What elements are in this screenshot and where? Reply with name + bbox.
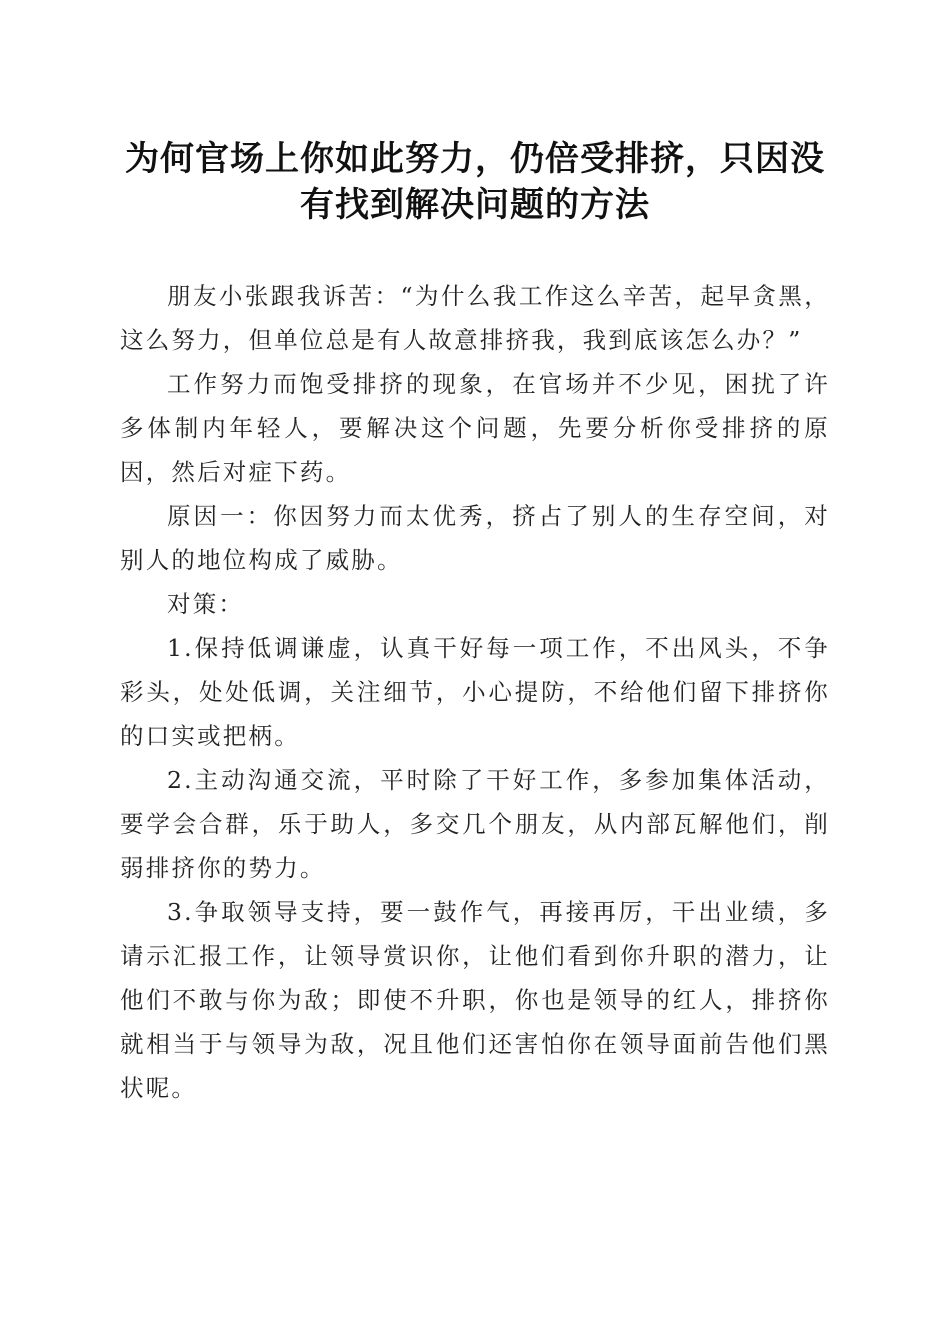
paragraph-countermeasure-3: 3.争取领导支持，要一鼓作气，再接再厉，干出业绩，多请示汇报工作，让领导赏识你，让他们看到你升职的潜力，让他们不敢与你为敌；即使不升职，你也是领导的红人，排挤你就相当于与领导为敌，况且他们还害怕你在领导面前告他们黑状呢。 bbox=[120, 898, 830, 1102]
paragraph-countermeasure-1: 1.保持低调谦虚，认真干好每一项工作，不出风头，不争彩头，处处低调，关注细节，小心提防，不给他们留下排挤你的口实或把柄。 bbox=[120, 634, 830, 750]
title-line-2: 有找到解决问题的方法 bbox=[300, 185, 650, 225]
document-body bbox=[120, 274, 830, 1110]
document-title bbox=[110, 136, 840, 228]
paragraph-phenomenon: 工作努力而饱受排挤的现象，在官场并不少见，困扰了许多体制内年轻人，要解决这个问题，先要分析你受排挤的原因，然后对症下药。 bbox=[120, 370, 830, 486]
paragraph-countermeasures-heading: 对策： bbox=[167, 590, 245, 618]
paragraph-countermeasure-2: 2.主动沟通交流，平时除了干好工作，多参加集体活动，要学会合群，乐于助人，多交几个朋友，从内部瓦解他们，削弱排挤你的势力。 bbox=[120, 766, 830, 882]
title-line-1: 为何官场上你如此努力，仍倍受排挤，只因没 bbox=[125, 139, 825, 179]
paragraph-complaint: 朋友小张跟我诉苦：“为什么我工作这么辛苦，起早贪黑，这么努力，但单位总是有人故意排挤我，我到底该怎么办？” bbox=[120, 282, 830, 354]
paragraph-reason-one: 原因一：你因努力而太优秀，挤占了别人的生存空间，对别人的地位构成了威胁。 bbox=[120, 502, 830, 574]
